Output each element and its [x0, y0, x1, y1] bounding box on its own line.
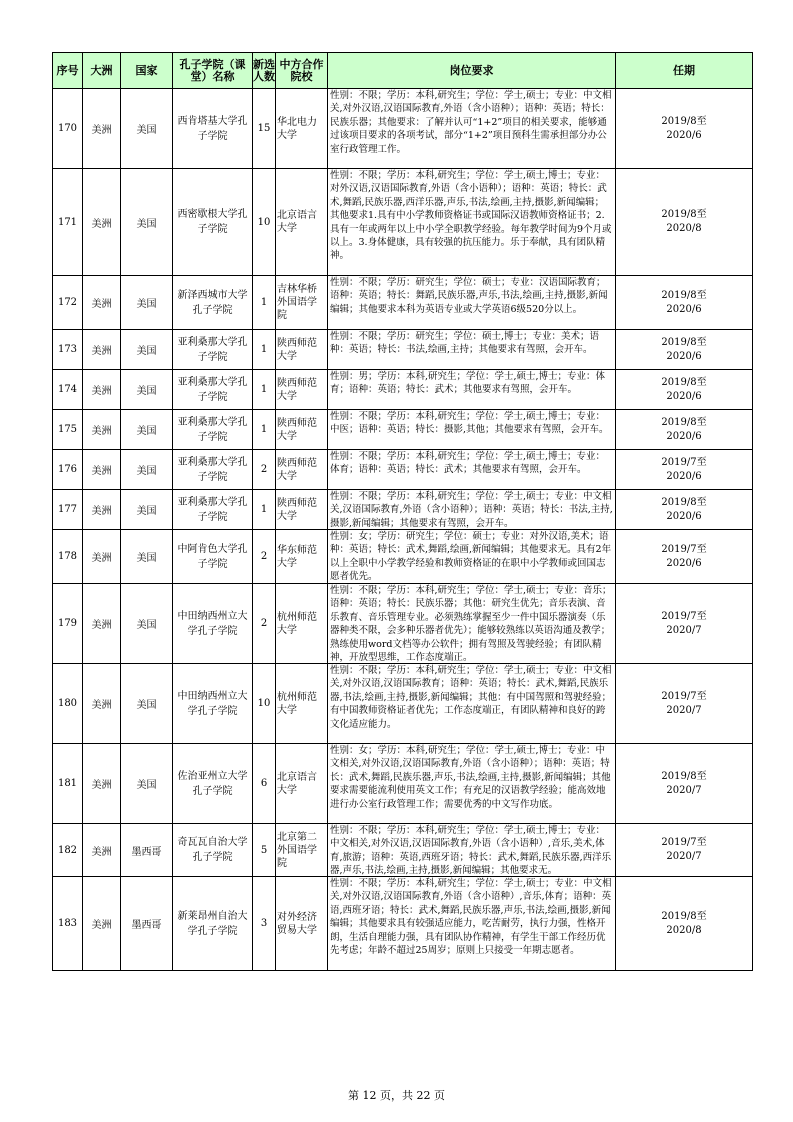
- country-cell: 美国: [121, 450, 173, 490]
- requirements-cell: [328, 664, 616, 744]
- country-cell: 墨西哥: [121, 824, 173, 877]
- continent-cell: 美洲: [83, 450, 121, 490]
- header-partner: 中方合作院校: [276, 53, 328, 89]
- institute-name-cell: 中田纳西州立大学孔子学院: [173, 584, 253, 664]
- requirements-text: 性别：不限；学历：本科,研究生；学位：学士,硕士,博士；专业：中医；语种：英语；特长：摄影,其他；其他要求有驾照，会开车。: [330, 411, 609, 436]
- row-number: 178: [53, 530, 83, 584]
- institute-name-cell: 奇瓦瓦自治大学孔子学院: [173, 824, 253, 877]
- row-number: 174: [53, 370, 83, 410]
- institute-name-cell: 亚利桑那大学孔子学院: [173, 410, 253, 450]
- country-cell: 美国: [121, 276, 173, 330]
- continent-cell: 美洲: [83, 89, 121, 169]
- continent-cell: 美洲: [83, 370, 121, 410]
- partner-school-cell: 北京语言大学: [276, 169, 328, 276]
- partner-school-cell: 陕西师范大学: [276, 370, 328, 410]
- requirements-text: 性别：男；学历：本科,研究生；学位：学士,硕士,博士；专业：体育；语种：英语；特长：武术；其他要求有驾照，会开车。: [330, 371, 606, 396]
- partner-school-cell: 陕西师范大学: [276, 490, 328, 530]
- term-cell: 2019/7至 2020/7: [616, 584, 753, 664]
- institute-name-cell: 佐治亚州立大学孔子学院: [173, 744, 253, 824]
- header-requirements: 岗位要求: [328, 53, 616, 89]
- institute-name-cell: 亚利桑那大学孔子学院: [173, 330, 253, 370]
- requirements-cell: [328, 877, 616, 971]
- selected-count-cell: 10: [253, 169, 276, 276]
- country-cell: 美国: [121, 169, 173, 276]
- header-row: [53, 53, 753, 89]
- header-term: 任期: [616, 53, 753, 89]
- partner-school-cell: 陕西师范大学: [276, 330, 328, 370]
- term-cell: 2019/8至 2020/6: [616, 276, 753, 330]
- requirements-text: 性别：不限；学历：本科,研究生；学位：学士,硕士,博士；专业：对外汉语,汉语国际教育,外语（含小语种）；语种：英语；特长：武术,舞蹈,民族乐器,西洋乐器,声乐,书法,绘画,主持,摄影,新闻编辑；其他要求1.具有中小学教师资格证书或国际汉语教师资格证书；2.具有一年或两年以上中小学全职教学经验。每年教学时间为9个月或以上。3.身体健康，具有较强的抗压能力。乐于奉献，具有团队精神。: [330, 170, 612, 262]
- term-cell: 2019/8至 2020/6: [616, 330, 753, 370]
- continent-cell: 美洲: [83, 490, 121, 530]
- country-cell: 墨西哥: [121, 877, 173, 971]
- requirements-cell: [328, 744, 616, 824]
- selected-count-cell: 1: [253, 490, 276, 530]
- continent-cell: 美洲: [83, 276, 121, 330]
- requirements-text: 性别：不限；学历：本科,研究生；学位：学士,硕士,博士；专业：中文相关,对外汉语,汉语国际教育,外语（含小语种）,音乐,美术,体育,旅游；语种：英语,西班牙语；特长：武术,舞蹈,民族乐器,西洋乐器,声乐,书法,绘画,主持,摄影,新闻编辑；其他要求无。: [330, 825, 612, 876]
- institute-name-cell: 中阿肯色大学孔子学院: [173, 530, 253, 584]
- term-cell: 2019/8至 2020/8: [616, 169, 753, 276]
- requirements-text: 性别：不限；学历：本科,研究生；学位：学士,硕士,博士；专业：体育；语种：英语；特长：武术；其他要求有驾照，会开车。: [330, 451, 606, 476]
- requirements-cell: [328, 276, 616, 330]
- partner-school-cell: 对外经济贸易大学: [276, 877, 328, 971]
- partner-school-cell: 华东师范大学: [276, 530, 328, 584]
- selected-count-cell: 1: [253, 276, 276, 330]
- term-cell: 2019/8至 2020/6: [616, 410, 753, 450]
- partner-school-cell: 北京语言大学: [276, 744, 328, 824]
- row-number: 179: [53, 584, 83, 664]
- requirements-text: 性别：不限；学历：本科,研究生；学位：学士,硕士；专业：中文相关,对外汉语,汉语国际教育；语种：英语；特长：武术,舞蹈,民族乐器,书法,绘画,主持,摄影,新闻编辑；其他：有中国驾照和驾驶经验；有中国教师资格证者优先；工作态度端正，有团队精神和良好的跨文化适应能力。: [330, 665, 612, 730]
- row-number: 171: [53, 169, 83, 276]
- selected-count-cell: 5: [253, 824, 276, 877]
- partner-school-cell: 华北电力大学: [276, 89, 328, 169]
- term-cell: 2019/8至 2020/8: [616, 877, 753, 971]
- requirements-text: 性别：不限；学历：本科,研究生；学位：学士,硕士；专业：中文相关,对外汉语,汉语国际教育,外语（含小语种）；语种：英语；特长：民族乐器；其他要求：了解并认可“1+2”项目的相关要求，能够通过该项目要求的各项考试，部分“1+2”项目预科生需承担部分办公室行政管理工作。: [330, 90, 612, 155]
- selected-count-cell: 1: [253, 410, 276, 450]
- selected-count-cell: 1: [253, 370, 276, 410]
- partner-school-cell: 杭州师范大学: [276, 584, 328, 664]
- institute-name-cell: 亚利桑那大学孔子学院: [173, 490, 253, 530]
- requirements-cell: [328, 169, 616, 276]
- selected-count-cell: 1: [253, 330, 276, 370]
- partner-school-cell: 陕西师范大学: [276, 410, 328, 450]
- requirements-cell: [328, 370, 616, 410]
- institute-name-cell: 中田纳西州立大学孔子学院: [173, 664, 253, 744]
- country-cell: 美国: [121, 664, 173, 744]
- requirements-text: 性别：不限；学历：研究生；学位：硕士；专业：汉语国际教育；语种：英语；特长：舞蹈,民族乐器,声乐,书法,绘画,主持,摄影,新闻编辑；其他要求本科为英语专业或大学英语6级520分以上。: [330, 277, 608, 315]
- country-cell: 美国: [121, 89, 173, 169]
- continent-cell: 美洲: [83, 330, 121, 370]
- country-cell: 美国: [121, 410, 173, 450]
- row-number: 183: [53, 877, 83, 971]
- continent-cell: 美洲: [83, 664, 121, 744]
- row-number: 177: [53, 490, 83, 530]
- table-row: [53, 89, 753, 169]
- header-institute: 孔子学院（课堂）名称: [173, 53, 253, 89]
- selected-count-cell: 10: [253, 664, 276, 744]
- row-number: 173: [53, 330, 83, 370]
- requirements-text: 性别：不限；学历：本科,研究生；学位：学士,硕士；专业：音乐；语种：英语；特长：民族乐器；其他：研究生优先；音乐表演、音乐教育、音乐管理专业。必须熟练掌握至少一件中国乐器演奏（乐器种类不限，会多种乐器者优先）；能够较熟练以英语沟通及教学；熟练使用word文档等办公软件；拥有驾照及驾驶经验；有团队精神，开放型思维，工作态度端正。: [330, 585, 612, 663]
- institute-name-cell: 西肯塔基大学孔子学院: [173, 89, 253, 169]
- term-cell: 2019/8至 2020/6: [616, 370, 753, 410]
- table-row: [53, 450, 753, 490]
- row-number: 170: [53, 89, 83, 169]
- table-row: [53, 410, 753, 450]
- row-number: 182: [53, 824, 83, 877]
- requirements-text: 性别：女；学历：本科,研究生；学位：学士,硕士,博士；专业：中文相关,对外汉语,汉语国际教育,外语（含小语种）；语种：英语；特长：武术,舞蹈,民族乐器,声乐,书法,绘画,主持,摄影,新闻编辑；其他要求需要能流利使用英文工作；有充足的汉语教学经验；能高效地进行办公室行政管理工作；需要优秀的中文写作功底。: [330, 745, 611, 810]
- row-number: 180: [53, 664, 83, 744]
- partner-school-cell: 北京第二外国语学院: [276, 824, 328, 877]
- continent-cell: 美洲: [83, 530, 121, 584]
- institute-name-cell: 亚利桑那大学孔子学院: [173, 370, 253, 410]
- requirements-cell: [328, 330, 616, 370]
- row-number: 172: [53, 276, 83, 330]
- country-cell: 美国: [121, 584, 173, 664]
- selected-count-cell: 15: [253, 89, 276, 169]
- institute-name-cell: 亚利桑那大学孔子学院: [173, 450, 253, 490]
- institute-name-cell: 新泽西城市大学孔子学院: [173, 276, 253, 330]
- table-row: [53, 169, 753, 276]
- table-row: [53, 584, 753, 664]
- country-cell: 美国: [121, 370, 173, 410]
- table-row: [53, 664, 753, 744]
- requirements-cell: [328, 584, 616, 664]
- header-no: 序号: [53, 53, 83, 89]
- requirements-cell: [328, 89, 616, 169]
- requirements-text: 性别：不限；学历：本科,研究生；学位：学士,硕士；专业：中文相关,汉语国际教育,外语（含小语种）；语种：英语；特长：书法,主持,摄影,新闻编辑；其他要求有驾照，会开车。: [330, 491, 613, 529]
- requirements-text: 性别：不限；学历：研究生；学位：硕士,博士；专业：美术；语种：英语；特长：书法,绘画,主持；其他要求有驾照，会开车。: [330, 331, 600, 356]
- country-cell: 美国: [121, 330, 173, 370]
- continent-cell: 美洲: [83, 877, 121, 971]
- institute-name-cell: 西密歇根大学孔子学院: [173, 169, 253, 276]
- row-number: 175: [53, 410, 83, 450]
- requirements-text: 性别：不限；学历：本科,研究生；学位：学士,硕士；专业：中文相关,对外汉语,汉语国际教育,外语（含小语种）,音乐,体育；语种：英语,西班牙语；特长：武术,舞蹈,民族乐器,声乐,书法,绘画,摄影,新闻编辑；其他要求具有较强适应能力，吃苦耐劳，执行力强，性格开朗，生活自理能力强，具有团队协作精神，有学生干部工作经历优先考虑；年龄不超过25周岁；原则上只接受一年期志愿者。: [330, 878, 612, 957]
- assignment-table: [52, 52, 753, 971]
- partner-school-cell: 陕西师范大学: [276, 450, 328, 490]
- table-row: [53, 490, 753, 530]
- table-row: [53, 877, 753, 971]
- continent-cell: 美洲: [83, 584, 121, 664]
- term-cell: 2019/7至 2020/6: [616, 450, 753, 490]
- selected-count-cell: 3: [253, 877, 276, 971]
- requirements-text: 性别：女；学历：研究生；学位：硕士；专业：对外汉语,美术；语种：英语；特长：武术,舞蹈,绘画,新闻编辑；其他要求无。具有2年以上全职中小学教学经验和教师资格证的在职中小学教师或回国志愿者优先。: [330, 531, 612, 583]
- table-row: [53, 370, 753, 410]
- term-cell: 2019/8至 2020/6: [616, 89, 753, 169]
- page-footer: 第 12 页，共 22 页: [348, 1089, 445, 1102]
- header-continent: 大洲: [83, 53, 121, 89]
- table-row: [53, 330, 753, 370]
- term-cell: 2019/8至 2020/6: [616, 490, 753, 530]
- requirements-cell: [328, 824, 616, 877]
- header-country: 国家: [121, 53, 173, 89]
- country-cell: 美国: [121, 530, 173, 584]
- selected-count-cell: 2: [253, 584, 276, 664]
- table-row: [53, 824, 753, 877]
- country-cell: 美国: [121, 744, 173, 824]
- term-cell: 2019/7至 2020/7: [616, 824, 753, 877]
- table-row: [53, 276, 753, 330]
- term-cell: 2019/8至 2020/7: [616, 744, 753, 824]
- selected-count-cell: 2: [253, 530, 276, 584]
- continent-cell: 美洲: [83, 410, 121, 450]
- table-row: [53, 530, 753, 584]
- requirements-cell: [328, 490, 616, 530]
- partner-school-cell: 杭州师范大学: [276, 664, 328, 744]
- row-number: 181: [53, 744, 83, 824]
- selected-count-cell: 2: [253, 450, 276, 490]
- country-cell: 美国: [121, 490, 173, 530]
- term-cell: 2019/7至 2020/6: [616, 530, 753, 584]
- institute-name-cell: 新莱昂州自治大学孔子学院: [173, 877, 253, 971]
- table-row: [53, 744, 753, 824]
- requirements-cell: [328, 530, 616, 584]
- row-number: 176: [53, 450, 83, 490]
- continent-cell: 美洲: [83, 744, 121, 824]
- selected-count-cell: 6: [253, 744, 276, 824]
- requirements-cell: [328, 410, 616, 450]
- continent-cell: 美洲: [83, 824, 121, 877]
- header-count: 新选人数: [253, 53, 276, 89]
- term-cell: 2019/7至 2020/7: [616, 664, 753, 744]
- requirements-cell: [328, 450, 616, 490]
- continent-cell: 美洲: [83, 169, 121, 276]
- partner-school-cell: 吉林华桥外国语学院: [276, 276, 328, 330]
